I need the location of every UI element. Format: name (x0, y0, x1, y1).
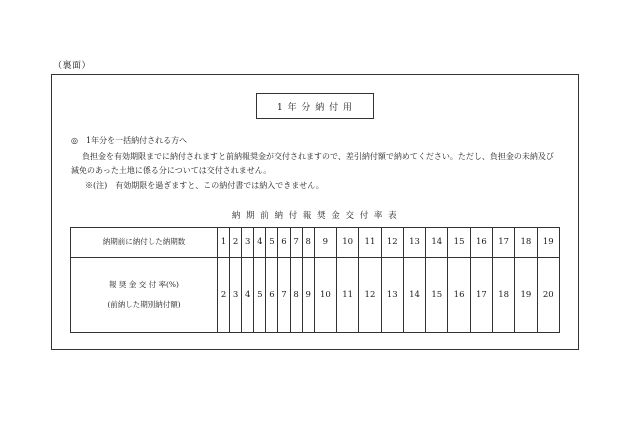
period-cell: 2 (230, 228, 242, 258)
period-cell: 19 (537, 228, 559, 258)
page-title: 1 年 分 納 付 用 (256, 93, 374, 119)
rate-cell: 12 (359, 257, 381, 332)
period-cell: 1 (218, 228, 230, 258)
note-text: ※(注) 有効期限を過ぎますと、この納付書では納入できません。 (85, 181, 324, 190)
rate-cell: 10 (314, 257, 336, 332)
rate-cell: 20 (537, 257, 559, 332)
table-row-rates (71, 257, 560, 332)
period-cell: 14 (426, 228, 448, 258)
period-cell: 13 (403, 228, 425, 258)
period-cell: 16 (470, 228, 492, 258)
rate-cell: 17 (470, 257, 492, 332)
paragraph-line-1: 負担金を有効期限までに納付されますと前納報奨金が交付されますので、差引納付額で納めてください。ただし、負担金の未納及び (82, 152, 554, 161)
section-heading: ◎ 1年分を一括納付される方へ (71, 136, 188, 145)
paragraph-line-2: 減免のあった土地に係る分については交付されません。 (71, 166, 272, 175)
rate-cell: 4 (242, 257, 254, 332)
rate-cell: 9 (302, 257, 314, 332)
period-cell: 5 (266, 228, 278, 258)
period-cell: 17 (493, 228, 515, 258)
rate-cell: 14 (403, 257, 425, 332)
rate-label-text: 報 奨 金 交 付 率(%) (109, 279, 179, 289)
rate-cell: 15 (426, 257, 448, 332)
rate-cell: 13 (381, 257, 403, 332)
table-row-periods (71, 228, 560, 258)
period-cell: 18 (515, 228, 537, 258)
period-cell: 11 (359, 228, 381, 258)
rate-sublabel-text: (前納した期別納付額) (107, 299, 181, 309)
row-label-periods: 納期前に納付した納期数 (71, 228, 218, 258)
period-cell: 4 (254, 228, 266, 258)
period-cell: 10 (337, 228, 359, 258)
rate-cell: 16 (448, 257, 470, 332)
rate-cell: 8 (290, 257, 302, 332)
back-side-label: （裏面） (53, 61, 92, 71)
rate-cell: 11 (337, 257, 359, 332)
period-cell: 9 (314, 228, 336, 258)
period-cell: 7 (290, 228, 302, 258)
rate-cell: 6 (266, 257, 278, 332)
row-label-rates (71, 257, 218, 332)
rate-cell: 19 (515, 257, 537, 332)
rate-cell: 2 (218, 257, 230, 332)
period-cell: 12 (381, 228, 403, 258)
rate-cell: 3 (230, 257, 242, 332)
rate-cell: 18 (493, 257, 515, 332)
rate-table (70, 227, 560, 333)
period-cell: 15 (448, 228, 470, 258)
period-cell: 3 (242, 228, 254, 258)
period-cell: 6 (278, 228, 290, 258)
period-cell: 8 (302, 228, 314, 258)
rate-cell: 5 (254, 257, 266, 332)
table-title: 納 期 前 納 付 報 奨 金 交 付 率 表 (231, 211, 399, 221)
rate-cell: 7 (278, 257, 290, 332)
